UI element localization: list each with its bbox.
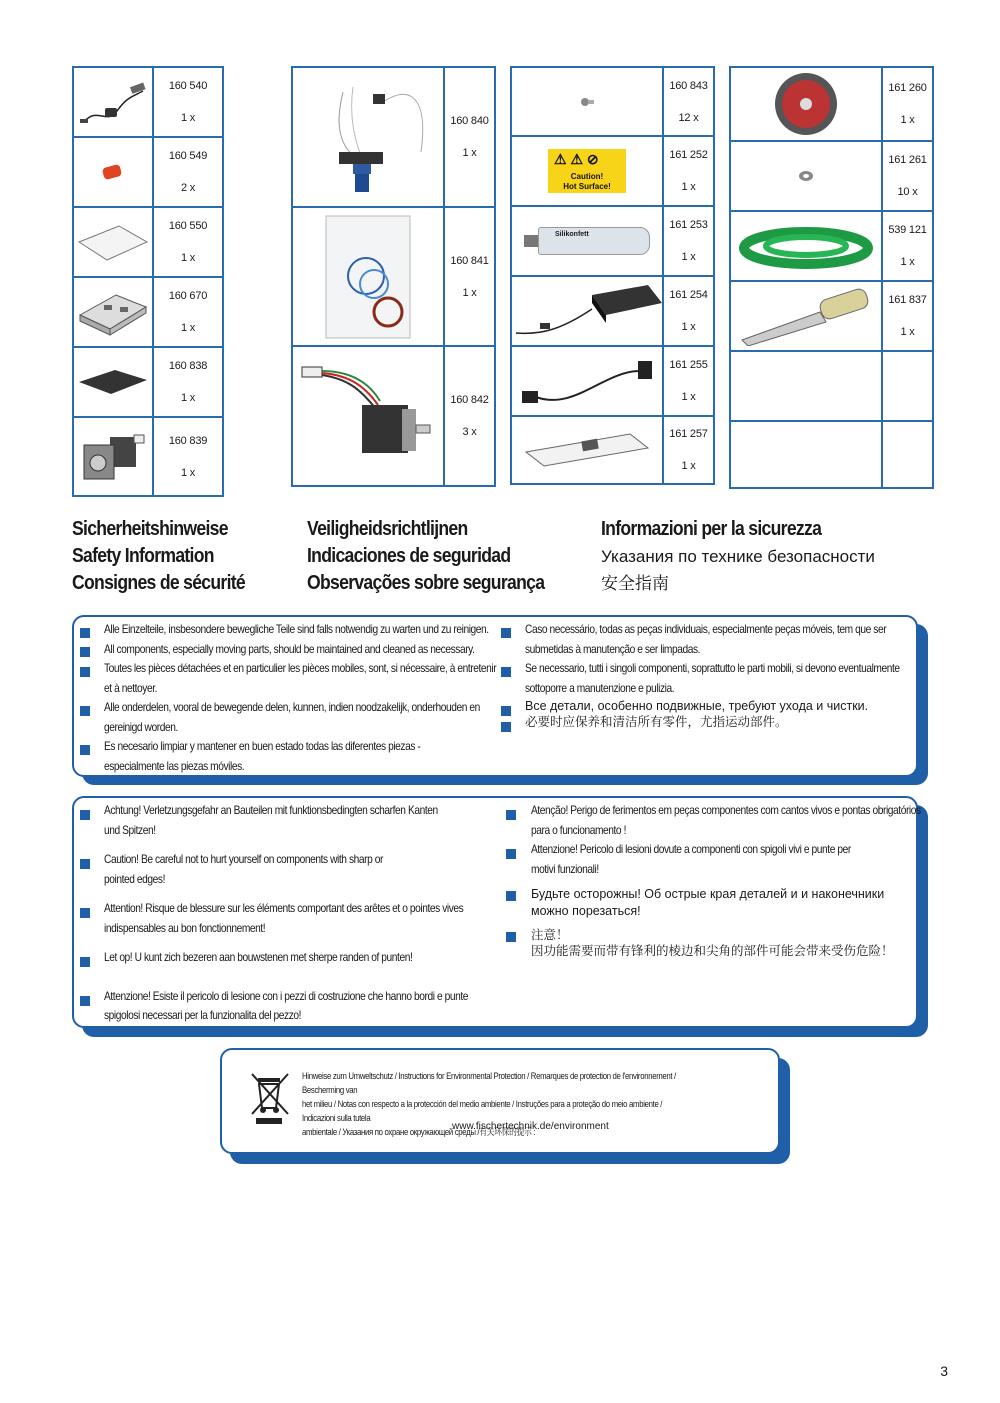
warning-text-line: para o funcionamento ! — [531, 823, 626, 837]
part-number: 161 260 — [888, 82, 927, 94]
bullet-icon — [501, 628, 511, 638]
part-number: 161 257 — [669, 428, 708, 440]
warning-text-line: Achtung! Verletzungsgefahr an Bauteilen mit funktionsbedingten scharfen Kanten — [104, 803, 438, 817]
part-row — [731, 68, 932, 142]
maintenance-box — [72, 615, 918, 777]
label-card-image — [512, 417, 664, 483]
maintenance-text-line: Toutes les pièces détachées et en particulier les pièces mobiles, sont, si nécessaire, à entretenir — [104, 661, 497, 675]
part-quantity: 1 x — [180, 392, 196, 404]
spatula-image — [731, 282, 883, 350]
part-row — [293, 68, 494, 208]
parts-column-1 — [72, 66, 224, 497]
tube-label: Silikonfett — [538, 227, 650, 255]
bullet-icon — [80, 628, 90, 638]
maintenance-text-line: Se necessario, tutti i singoli componenti, soprattutto le parti mobili, si devono eventualmente — [525, 661, 900, 675]
part-row — [512, 277, 713, 347]
part-number: 160 549 — [168, 150, 208, 162]
bullet-icon — [80, 908, 90, 918]
maintenance-text-line: submetidas à manutenção e ser limpadas. — [525, 642, 701, 656]
bullet-icon — [506, 849, 516, 859]
part-row — [512, 207, 713, 277]
part-number: 160 841 — [450, 254, 489, 267]
part-quantity: 3 x — [462, 426, 477, 438]
part-number: 160 540 — [168, 80, 208, 92]
part-number: 161 255 — [669, 359, 708, 371]
empty-row — [731, 352, 932, 422]
part-number: 160 842 — [450, 394, 489, 406]
part-quantity: 12 x — [678, 111, 699, 124]
bullet-icon — [80, 957, 90, 967]
part-number: 161 253 — [669, 219, 708, 231]
bullet-icon — [80, 706, 90, 716]
bullet-icon — [506, 932, 516, 942]
bullet-icon — [80, 745, 90, 755]
bullet-icon — [506, 891, 516, 901]
part-row — [74, 418, 222, 495]
part-row — [731, 212, 932, 282]
heading-es: Indicaciones de seguridad — [307, 545, 511, 567]
bullet-icon — [80, 667, 90, 677]
part-row — [293, 347, 494, 485]
warning-text-line: spigolosi necessari per la funzionalita del pezzo! — [104, 1008, 302, 1022]
part-row — [74, 208, 222, 278]
part-row — [512, 347, 713, 417]
maintenance-text-line: et à nettoyer. — [104, 681, 158, 695]
bullet-icon — [80, 996, 90, 1006]
part-quantity: 1 x — [681, 251, 696, 263]
environment-box — [220, 1048, 780, 1154]
warning-text-line: motivi funzionali! — [531, 862, 599, 876]
part-row — [512, 68, 713, 137]
part-number: 161 254 — [669, 289, 708, 301]
heading-ru: Указания по технике безопасности — [601, 547, 875, 566]
part-row — [293, 208, 494, 347]
part-quantity: 1 x — [900, 114, 915, 126]
bullet-icon — [501, 722, 511, 732]
part-number: 160 840 — [450, 115, 489, 127]
warning-text-line: 注意！ — [531, 928, 569, 942]
part-number: 160 838 — [168, 360, 208, 372]
part-row — [74, 348, 222, 418]
part-quantity: 1 x — [900, 256, 915, 268]
warning-text-line: Attention! Risque de blessure sur les éléments comportant des arêtes et o pointes vives — [104, 901, 464, 915]
bullet-icon — [501, 706, 511, 716]
usb-cable-image — [74, 68, 154, 136]
heading-de: Sicherheitshinweise — [72, 518, 228, 540]
heading-fr: Consignes de sécurité — [72, 572, 246, 594]
part-quantity: 1 x — [900, 326, 915, 338]
part-quantity: 1 x — [462, 147, 477, 159]
part-quantity: 1 x — [681, 181, 696, 193]
part-quantity: 1 x — [462, 286, 477, 299]
part-number: 160 843 — [669, 79, 708, 92]
bullet-icon — [80, 810, 90, 820]
weee-bin-icon — [248, 1070, 292, 1126]
heading-pt: Observações sobre segurança — [307, 572, 545, 594]
disc-image — [731, 68, 883, 140]
bullet-icon — [80, 647, 90, 657]
warning-text-line: pointed edges! — [104, 872, 165, 886]
warning-text-line: 因功能需要而带有锋利的棱边和尖角的部件可能会带来受伤危险！ — [531, 944, 894, 958]
screw-image — [512, 68, 664, 135]
caution-label: Caution! — [570, 172, 604, 181]
grease-tube-image — [512, 207, 664, 275]
warning-text-line: Attenzione! Pericolo di lesioni dovute a componenti con spigoli vivi e punte per — [531, 842, 851, 856]
bullet-icon — [501, 667, 511, 677]
warning-text-line: Caution! Be careful not to hurt yourself on components with sharp or — [104, 852, 383, 866]
maintenance-text-line: Все детали, особенно подвижные, требуют ухода и чистки. — [525, 699, 869, 713]
cable-bag-image — [293, 208, 445, 345]
maintenance-text-line: Alle onderdelen, vooral de bewegende delen, kunnen, indien noodzakelijk, onderhouden en — [104, 700, 480, 714]
maintenance-text-line: gereinigd worden. — [104, 720, 178, 734]
hot-surface-label: Hot Surface! — [563, 182, 611, 191]
empty-row — [731, 422, 932, 487]
maintenance-text-line: 必要时应保养和清洁所有零件，尤指运动部件。 — [525, 715, 788, 729]
stepper-motor-image — [293, 347, 445, 485]
part-quantity: 2 x — [180, 182, 196, 194]
environment-url-link[interactable]: www.fischertechnik.de/environment — [452, 1121, 609, 1132]
power-supply-image — [512, 277, 664, 345]
warning-icon: ⚠ ⚠ ⊘ — [554, 151, 599, 167]
caution-sticker-image — [512, 137, 664, 205]
part-row — [512, 417, 713, 483]
part-number: 160 550 — [168, 220, 208, 232]
bullet-icon — [80, 859, 90, 869]
maintenance-text-line: All components, especially moving parts, should be maintained and cleaned as necessary. — [104, 642, 475, 656]
warning-text-line: Attenzione! Esiste il pericolo di lesione con i pezzi di costruzione che hanno bordi e punte — [104, 989, 469, 1003]
part-number: 161 261 — [888, 154, 927, 166]
part-number: 160 839 — [168, 434, 208, 447]
heading-zh: 安全指南 — [601, 574, 669, 593]
warning-text-line: Будьте осторожны! Об острые края деталей и и наконечники — [531, 887, 885, 901]
part-number: 161 837 — [888, 294, 927, 306]
parts-column-2 — [291, 66, 496, 487]
environment-text-line: ambientale / Указания по охране окружающей среды /有关环保的提示 : — [302, 1127, 536, 1138]
part-number: 539 121 — [888, 224, 927, 236]
environment-text-line: Hinweise zum Umweltschutz / Instructions for Environmental Protection / Remarques de protection de l'environnement / Bescherming van — [302, 1071, 676, 1096]
heading-column-1 — [72, 516, 269, 597]
washer-image — [731, 142, 883, 210]
part-quantity: 1 x — [681, 321, 696, 333]
part-row — [74, 278, 222, 348]
warning-text-line: можно порезаться! — [531, 904, 641, 918]
part-number: 160 670 — [168, 290, 208, 302]
environment-text-line: het milieu / Notas con respecto a la protección del medio ambiente / Instruções para a proteção do meio ambiente / Indicazioni sulla tutela — [302, 1099, 663, 1124]
extruder-motor-image — [74, 418, 154, 495]
part-number: 161 252 — [669, 149, 708, 161]
hotend-image — [293, 68, 445, 206]
red-sleeve-image — [74, 138, 154, 206]
bullet-icon — [506, 810, 516, 820]
controller-board-image — [74, 278, 154, 346]
maintenance-text-line: Es necesario limpiar y mantener en buen estado todas las diferentes piezas - — [104, 739, 421, 753]
maintenance-text-line: sottoporre a manutenzione e pulizia. — [525, 681, 675, 695]
warning-text-line: und Spitzen! — [104, 823, 156, 837]
parts-column-4 — [729, 66, 934, 489]
part-quantity: 1 x — [180, 112, 196, 124]
page-number: 3 — [940, 1363, 948, 1379]
part-row — [74, 138, 222, 208]
warning-text-line: indispensables au bon fonctionnement! — [104, 921, 266, 935]
part-quantity: 1 x — [180, 322, 196, 334]
warning-text-line: Atenção! Perigo de ferimentos em peças componentes com cantos vivos e pontas obrigatórios — [531, 803, 921, 817]
heading-nl: Veiligheidsrichtlijnen — [307, 518, 468, 540]
injury-warning-box — [72, 796, 921, 1028]
maintenance-text-line: Caso necessário, todas as peças individuais, especialmente peças móveis, tem que ser — [525, 622, 887, 636]
part-row — [74, 68, 222, 138]
heading-column-3 — [601, 516, 875, 597]
parts-column-3 — [510, 66, 715, 485]
part-row — [731, 282, 932, 352]
maintenance-text-line: especialmente las piezas móviles. — [104, 759, 245, 773]
filament-spool-image — [731, 212, 883, 280]
plate-image — [74, 208, 154, 276]
maintenance-text-line: Alle Einzelteile, insbesondere bewegliche Teile sind falls notwendig zu warten und zu reinigen. — [104, 622, 489, 636]
part-row — [512, 137, 713, 207]
heading-en: Safety Information — [72, 545, 214, 567]
part-quantity: 1 x — [180, 466, 196, 479]
heading-column-2 — [307, 516, 577, 597]
part-quantity: 1 x — [681, 391, 696, 403]
heading-it: Informazioni per la sicurezza — [601, 518, 822, 540]
part-quantity: 1 x — [180, 252, 196, 264]
warning-text-line: Let op! U kunt zich bezeren aan bouwstenen met sherpe randen of punten! — [104, 950, 413, 964]
part-row — [731, 142, 932, 212]
power-cable-image — [512, 347, 664, 415]
part-quantity: 10 x — [897, 186, 918, 198]
part-quantity: 1 x — [681, 460, 696, 472]
black-sheet-image — [74, 348, 154, 416]
